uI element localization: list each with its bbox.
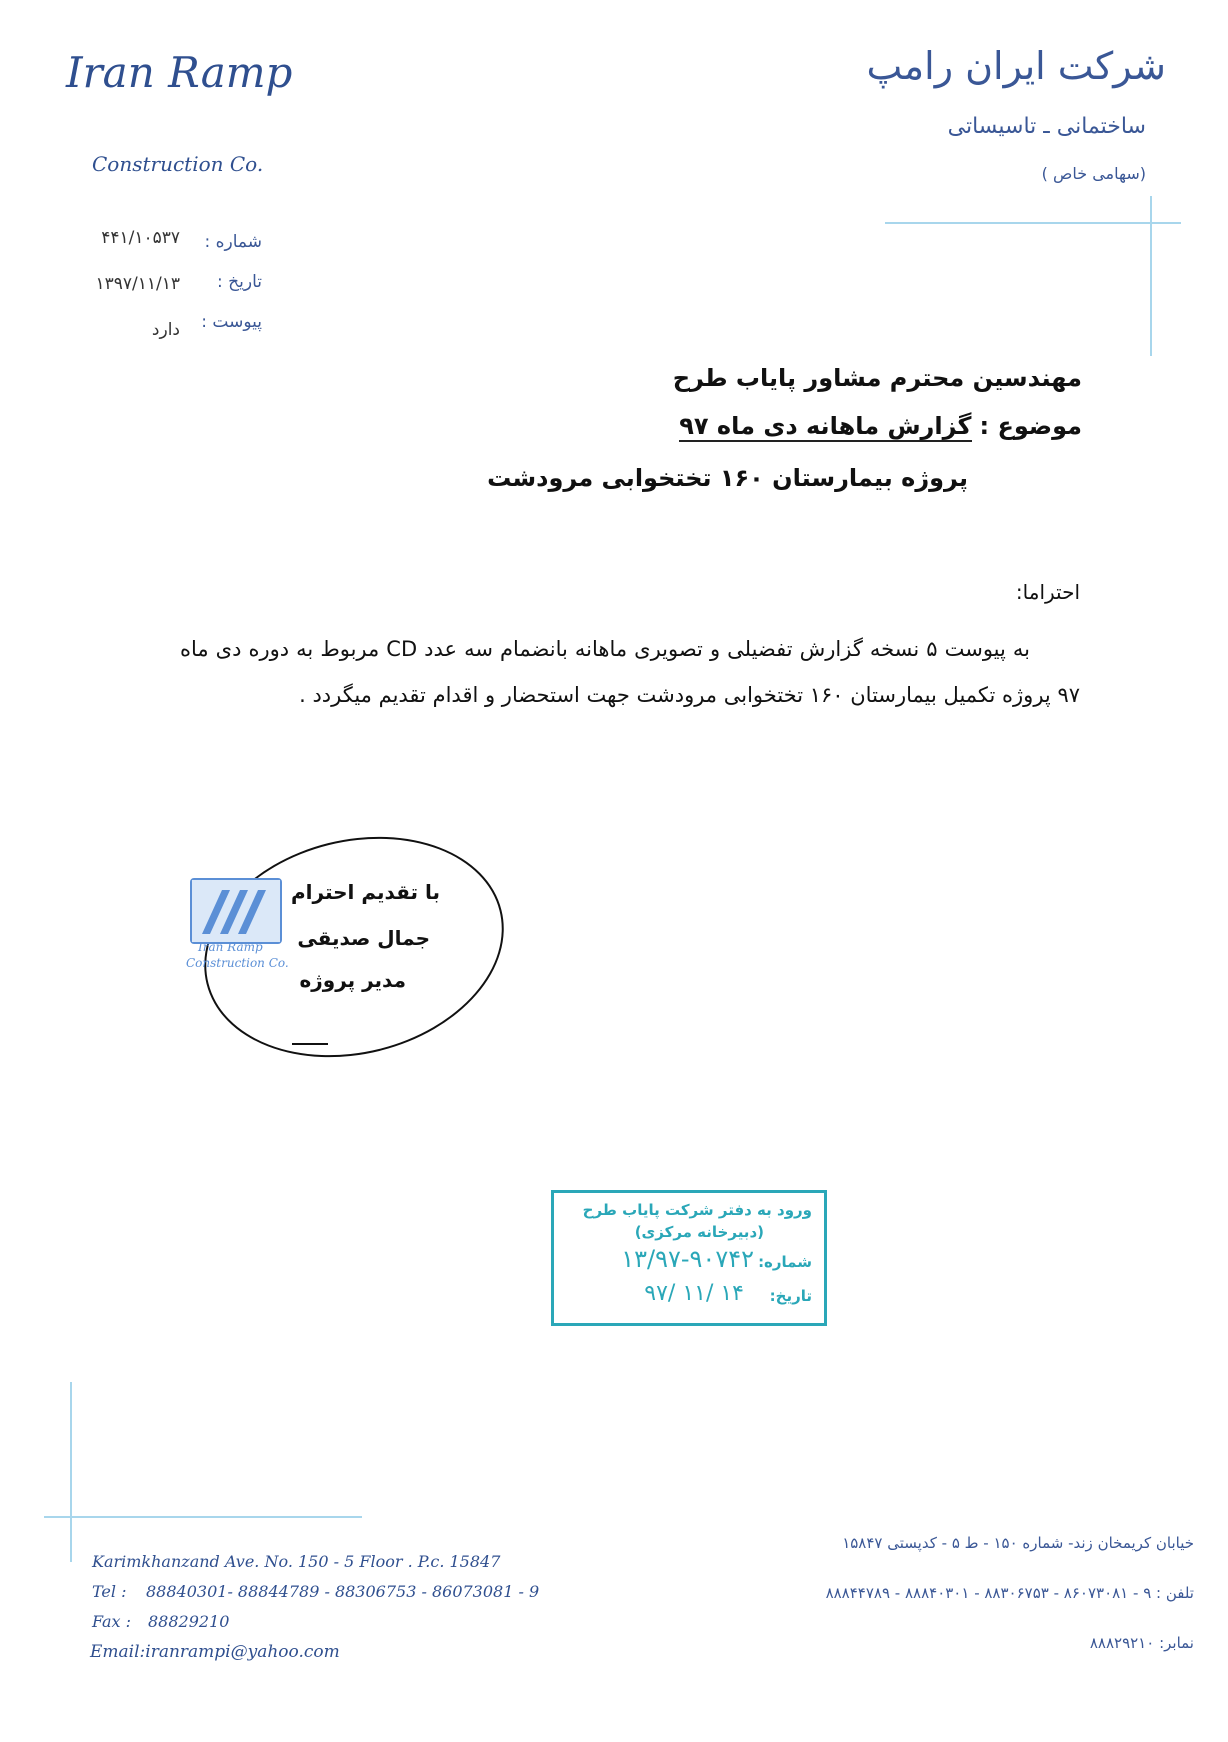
footer-tel-fa: تلفن : ۹ - ۸۶۰۷۳۰۸۱ - ۸۸۳۰۶۷۵۳ - ۸۸۸۴۰۳۰۱ - ۸۸۸۴۴۷۸۹ <box>825 1584 1194 1602</box>
seal-text-2: Construction Co. <box>186 956 289 970</box>
signature-dash <box>292 1043 328 1045</box>
footer-fax-label: Fax : <box>92 1612 132 1631</box>
body-paragraph: به پیوست ۵ نسخه گزارش تفضیلی و تصویری ماهانه بانضمام سه عدد CD مربوط به دوره دی ماه ۹۷ پروژه تکمیل بیمارستان ۱۶۰ تختخوابی مرودشت جهت استحضار و اقدام تقدیم میگردد . <box>180 637 1080 707</box>
footer-tel-value: 88840301- 88844789 - 88306753 - 86073081 - 9 <box>146 1582 540 1601</box>
decor-line <box>1150 196 1152 356</box>
stamp-line-1: ورود به دفتر شرکت پایاب طرح <box>582 1201 812 1219</box>
number-value: ۴۴۱/۱۰۵۳۷ <box>101 228 180 248</box>
stamp-date-value: ۹۷/ ۱۱/ ۱۴ <box>644 1281 744 1306</box>
footer-address-en: Karimkhanzand Ave. No. 150 - 5 Floor . P.c. 15847 <box>92 1552 501 1571</box>
stamp-number-label: شماره: <box>758 1253 812 1271</box>
attachment-value: دارد <box>151 320 180 340</box>
decor-line <box>70 1382 72 1562</box>
date-label: تاریخ : <box>217 272 262 292</box>
stamp-date-label: تاریخ: <box>769 1287 812 1305</box>
footer-address-fa: خیابان کریمخان زند- شماره ۱۵۰ - ط ۵ - کدپستی ۱۵۸۴۷ <box>842 1534 1194 1552</box>
stamp-line-2: (دبیرخانه مرکزی) <box>634 1223 764 1241</box>
decor-line <box>44 1516 362 1518</box>
company-logo-en: Iran Ramp <box>66 48 293 97</box>
subject-value: گزارش ماهانه دی ماه ۹۷ <box>679 412 972 440</box>
signature-name: جمال صدیقی <box>297 926 430 950</box>
project-title: پروژه بیمارستان ۱۶۰ تختخوابی مرودشت <box>487 464 968 492</box>
decor-line <box>885 222 1181 224</box>
company-seal <box>190 878 282 944</box>
seal-text-1: Iran Ramp <box>198 940 263 954</box>
footer-fax-value: 88829210 <box>148 1612 230 1631</box>
footer-email: Email:iranrampi@yahoo.com <box>90 1642 340 1662</box>
number-label: شماره : <box>204 232 262 252</box>
greeting: احتراما: <box>1015 580 1080 604</box>
company-logo-fa: شرکت ایران رامپ <box>866 44 1166 88</box>
seal-logo-icon <box>192 880 280 942</box>
subject-line <box>679 412 1082 442</box>
footer-fax-fa: نمابر: ۸۸۸۲۹۲۱۰ <box>1089 1634 1194 1652</box>
company-subtitle-en: Construction Co. <box>92 152 264 176</box>
recipient: مهندسین محترم مشاور پایاب طرح <box>672 364 1082 392</box>
date-value: ۱۳۹۷/۱۱/۱۳ <box>95 274 180 294</box>
received-stamp <box>551 1190 827 1326</box>
signature-closing: با تقدیم احترام <box>291 880 440 904</box>
signature-title: مدیر پروژه <box>299 968 406 992</box>
stamp-number-value: ۱۳/۹۷-۹۰۷۴۲ <box>621 1245 754 1273</box>
company-type-fa: (سهامی خاص ) <box>1041 164 1146 183</box>
attachment-label: پیوست : <box>201 312 262 332</box>
company-subtitle-fa: ساختمانی ـ تاسیساتی <box>947 114 1146 139</box>
subject-label: موضوع : <box>979 412 1082 440</box>
footer-tel-label: Tel : <box>92 1582 127 1601</box>
